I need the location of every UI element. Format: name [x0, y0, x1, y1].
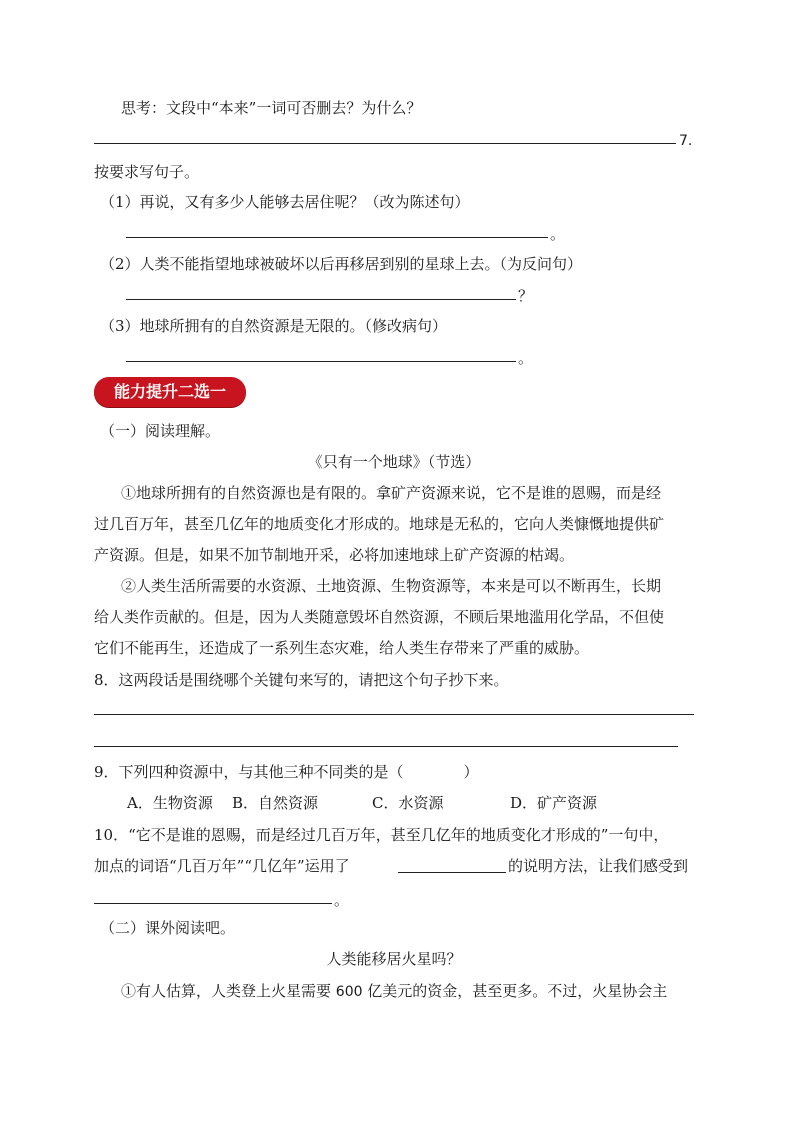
think-question: 思考：文段中“本来”一词可否删去？为什么？: [121, 99, 422, 117]
paragraph-2-line-2: 给人类作贡献的。但是，因为人类随意毁坏自然资源，不顾后果地滥用化学品，不但使: [94, 608, 665, 626]
paragraph-1-line-1: ①地球所拥有的自然资源也是有限的。拿矿产资源来说，它不是谁的恩赐，而是经: [121, 484, 662, 502]
question-8: 8．这两段话是围绕哪个关键句来写的，请把这个句子抄下来。: [94, 671, 509, 689]
section-badge: 能力提升二选一: [94, 377, 246, 407]
question-7-title: 按要求写句子。: [94, 163, 200, 181]
option-c: C．水资源: [372, 794, 444, 812]
paragraph-2-line-1: ②人类生活所需要的水资源、土地资源、生物资源等，本来是可以不断再生，长期: [121, 577, 662, 595]
question-10-line-1: 10．“它不是谁的恩赐，而是经过几百万年，甚至几亿年的地质变化才形成的”一句中，: [94, 826, 669, 844]
question-7-item-3: （3）地球所拥有的自然资源是无限的。（修改病句）: [100, 317, 448, 335]
reading-1-heading: （一）阅读理解。: [100, 422, 221, 440]
answer-line: [126, 299, 516, 300]
answer-line: [126, 237, 548, 238]
question-10-line-2b: 的说明方法，让我们感受到: [508, 857, 689, 875]
answer-line: [94, 903, 332, 904]
option-d: D．矿产资源: [510, 794, 598, 812]
answer-line: [94, 746, 678, 747]
question-10-line-2a: 加点的词语“几百万年”“几亿年”运用了: [94, 857, 350, 875]
paragraph-2-line-3: 它们不能再生，还造成了一系列生态灾难，给人类生存带来了严重的威胁。: [94, 639, 590, 657]
reading-2-paragraph-1: [121, 981, 667, 1002]
paragraph-text: 亿美元的资金，甚至更多。不过，火星协会主: [362, 982, 668, 1000]
paragraph-1-line-3: 产资源。但是，如果不加节制地开采，必将加速地球上矿产资源的枯竭。: [94, 546, 575, 564]
end-punctuation: 。: [334, 891, 350, 909]
option-b: B．自然资源: [232, 794, 319, 812]
end-punctuation: 。: [518, 349, 534, 367]
reading-2-heading: （二）课外阅读吧。: [100, 919, 236, 937]
option-a: A．生物资源: [127, 794, 213, 812]
question-7-item-1: （1）再说，又有多少人能够去居住呢？（改为陈述句）: [100, 193, 470, 211]
question-9: 9．下列四种资源中，与其他三种不同类的是（ ）: [94, 763, 479, 781]
answer-line: [94, 143, 676, 144]
question-number-7: 7.: [679, 133, 693, 149]
paragraph-text: ①有人估算，人类登上火星需要: [121, 982, 336, 1000]
end-punctuation: ？: [518, 287, 534, 305]
amount-number: 600: [335, 984, 363, 1000]
end-punctuation: 。: [550, 225, 566, 243]
paragraph-1-line-2: 过几百万年，甚至几亿年的地质变化才形成的。地球是无私的，它向人类慷慨地提供矿: [94, 515, 665, 533]
answer-line: [126, 361, 516, 362]
answer-line: [94, 714, 694, 715]
reading-1-title: 《只有一个地球》（节选）: [307, 453, 481, 471]
reading-2-title: 人类能移居火星吗？: [326, 950, 462, 968]
answer-blank: [398, 872, 506, 873]
question-7-item-2: （2）人类不能指望地球被破坏以后再移居到别的星球上去。（为反问句）: [100, 255, 583, 273]
